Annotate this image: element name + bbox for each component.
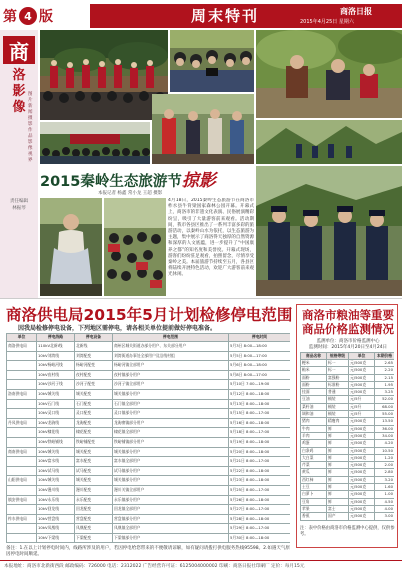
outage-cell: 10kV棣花线 — [37, 428, 75, 438]
outage-cell: 夜村镇部分用户 — [113, 370, 229, 380]
outage-cell: 5月29日 8:00—17:00 — [229, 524, 291, 534]
outage-cell: 柞水供电局 — [7, 514, 37, 524]
outage-cell: 试马镇部分用户 — [113, 466, 229, 476]
outage-cell: 5月10日 7:00—19:00 — [229, 380, 291, 390]
column-subtitle: 图片新闻 摄影作品 影像视界 — [28, 92, 33, 163]
price-cell: 元/500克 — [349, 425, 375, 432]
price-cell: 精瘦肉 — [327, 418, 349, 425]
price-cell: 元/500克 — [349, 505, 375, 512]
price-cell: 1.20 — [375, 454, 395, 461]
price-cell: 13.50 — [375, 418, 395, 425]
price-cell: 鲜 — [327, 484, 349, 491]
outage-row — [7, 342, 291, 352]
outage-cell: 5月19日 8:00—18:00 — [229, 437, 291, 447]
outage-cell: 10kV沙河子线 — [37, 380, 75, 390]
outage-cell: 刘湾配变 — [75, 351, 113, 361]
price-cell: 桶装 — [327, 411, 349, 418]
photo-performer-portrait — [40, 198, 102, 296]
price-cell: 元/500克 — [349, 381, 375, 388]
feature-title-main: 2015秦岭生态旅游节 — [40, 174, 182, 190]
photo-crowd-camera — [170, 30, 254, 92]
price-row — [301, 418, 395, 425]
price-cell: 牛肉 — [301, 425, 327, 432]
price-cell: 面粉 — [301, 374, 327, 381]
price-row — [301, 374, 395, 381]
photo-dance — [152, 94, 254, 164]
outage-cell: 洛南供电局 — [7, 389, 37, 399]
feature-caption: 4月18日，2015秦岭生态旅游节在商洛市柞水县牛背梁国家森林公园开幕。开幕式上，商洛市的非遗文化表演、民俗展演精彩纷呈，吸引了大量游客前来观看。活动期间，我市各县区推出了一系列丰富多彩的旅游活动，以秦岭山水为依托，以生态旅游为主题，集中展示了商洛得天独厚的自然资源和深厚的人文底蕴，进一步提升了“中国康养之都”的知名度和美誉度。开幕式现场，游客们纷纷驻足观看，拍照留念，尽情享受秦岭之美。本届旅游节持续至五月，各县区将陆续开展特色活动，欢迎广大游客前来观光休闲。 — [168, 198, 254, 278]
outage-cell: 5月16日 8:00—18:00 — [229, 418, 291, 428]
price-row — [301, 491, 395, 498]
col-unit: 单位 — [7, 334, 37, 342]
price-table — [300, 352, 394, 521]
outage-cell: 5月21日 8:00—17:00 — [229, 457, 291, 467]
outage-cell: 110kV北新Ⅰ线 — [37, 342, 75, 352]
price-cell: 4.00 — [375, 505, 395, 512]
price-cell: 鲜 — [327, 447, 349, 454]
price-row — [301, 447, 395, 454]
price-cell: 苹果 — [301, 505, 327, 512]
outage-cell: 5月25日 8:00—17:00 — [229, 485, 291, 495]
price-cell: 元/500克 — [349, 440, 375, 447]
price-cell: 2.65 — [375, 360, 395, 367]
outage-cell: 10kV龙驹线 — [37, 418, 75, 428]
col-unit-price: 单位 — [349, 353, 375, 360]
price-cell: 挂面 — [301, 389, 327, 396]
outage-cell: 商州区城关街道办部分用户、东关部分用户 — [113, 342, 229, 352]
page-number — [3, 6, 53, 26]
page-suffix: 版 — [39, 9, 53, 25]
price-row — [301, 505, 395, 512]
outage-table-wrap — [6, 333, 290, 545]
outage-cell: 5月13日 8:00—18:00 — [229, 399, 291, 409]
price-cell: 元/500克 — [349, 484, 375, 491]
price-cell: 西红柿 — [301, 476, 327, 483]
outage-cell: 5月27日 8:00—17:00 — [229, 505, 291, 515]
outage-cell: 杨峪河配变 — [75, 361, 113, 371]
col-range: 停电范围 — [113, 334, 229, 342]
outage-cell — [7, 505, 37, 515]
price-row — [301, 360, 395, 367]
outage-cell — [7, 370, 37, 380]
outage-row — [7, 476, 291, 486]
price-cell: 元/5升 — [349, 396, 375, 403]
outage-cell: 城关镇部分用户 — [113, 447, 229, 457]
price-row — [301, 367, 395, 374]
hiking-image — [256, 120, 402, 164]
price-cell: 白条鸡 — [301, 447, 327, 454]
feature-title-accent: 掠影 — [181, 171, 216, 191]
outage-row — [7, 495, 291, 505]
outage-cell: 10kV营盘线 — [37, 514, 75, 524]
price-cell: 元/500克 — [349, 389, 375, 396]
outage-cell — [7, 409, 37, 419]
price-cell: 富士 — [327, 505, 349, 512]
price-cell: 羊肉 — [301, 432, 327, 439]
price-monitor-period: 监测时间：2015年4月20日至4月24日 — [308, 344, 388, 350]
price-cell: 鲜 — [327, 476, 349, 483]
outage-row — [7, 447, 291, 457]
outage-cell: 富水镇全部用户 — [113, 457, 229, 467]
outage-cell: 5月15日 8:00—17:00 — [229, 409, 291, 419]
outage-row — [7, 514, 291, 524]
col-line: 停电线路 — [37, 334, 75, 342]
outage-header-row — [7, 334, 291, 342]
price-cell: 2.80 — [375, 469, 395, 476]
outage-cell: 回龙镇全部用户 — [113, 505, 229, 515]
price-subtitle — [300, 339, 396, 350]
outage-cell — [7, 457, 37, 467]
photo-spectators — [104, 198, 166, 296]
outage-row — [7, 466, 291, 476]
outage-cell: 富水配变 — [75, 457, 113, 467]
outage-cell: 丹凤供电局 — [7, 418, 37, 428]
outage-cell: 10kV夜村线 — [37, 370, 75, 380]
photo-guests — [256, 30, 402, 118]
outage-cell: 棣花镇全部用户 — [113, 428, 229, 438]
outage-cell: 10kV灵口线 — [37, 409, 75, 419]
price-cell: 2.15 — [375, 374, 395, 381]
outage-cell: 城关镇部分用户 — [113, 389, 229, 399]
outage-cell: 沙河子配变 — [75, 380, 113, 390]
price-cell: 鲜 — [327, 454, 349, 461]
price-cell: 黄瓜 — [301, 469, 327, 476]
column-title-text: 洛影像 — [12, 68, 26, 115]
price-cell: 土豆 — [301, 484, 327, 491]
guests-image — [256, 30, 402, 118]
price-cell: 3.25 — [375, 389, 395, 396]
price-cell: 3.00 — [375, 513, 395, 520]
outage-cell: 回龙配变 — [75, 505, 113, 515]
price-note: 注：表中价格由商洛市价格监测中心提供，仅供参考。 — [300, 526, 395, 537]
outage-cell: 5月20日 8:00—18:00 — [229, 447, 291, 457]
price-cell: 元/500克 — [349, 469, 375, 476]
outage-row — [7, 351, 291, 361]
page-number-badge: 4 — [19, 7, 37, 25]
price-row — [301, 440, 395, 447]
outage-cell: 5月26日 8:00—18:00 — [229, 495, 291, 505]
outage-cell: 下梁镇部分用户 — [113, 533, 229, 543]
footer-text: 本报地址：商洛市北新街西段 邮政编码：726000 电话：2312022 广告经营许可证：6125004000002 印刷：商洛日报社印刷厂 定价：每月15元 — [4, 564, 305, 569]
outage-cell: 营盘镇部分用户 — [113, 514, 229, 524]
section-divider — [0, 298, 402, 299]
outage-cell: 10kV石门线 — [37, 399, 75, 409]
price-cell: 元/500克 — [349, 374, 375, 381]
price-cell: 1.95 — [375, 381, 395, 388]
outage-subtitle: 因我局检修停电设备，下列地区需停电，请各相关单位提前做好停电准备。 — [18, 325, 217, 332]
outage-cell: 北新线 — [75, 342, 113, 352]
outage-cell: 漫川配变 — [75, 485, 113, 495]
outage-cell: 10kV回龙线 — [37, 505, 75, 515]
outage-cell: 龙驹寨镇部分用户 — [113, 418, 229, 428]
newspaper-logo: 商洛日报 — [340, 6, 372, 16]
performance-image — [40, 30, 168, 120]
price-cell: 鲜 — [327, 491, 349, 498]
price-cell: 元/500克 — [349, 513, 375, 520]
price-cell: 4.50 — [375, 498, 395, 505]
outage-row — [7, 428, 291, 438]
price-cell: 52.00 — [375, 396, 395, 403]
performer-image — [40, 198, 102, 296]
outage-cell: 夜村配变 — [75, 370, 113, 380]
outage-row — [7, 533, 291, 543]
outage-cell: 5月18日 8:00—17:00 — [229, 428, 291, 438]
price-cell: 豆油 — [301, 396, 327, 403]
page-prefix: 第 — [3, 9, 17, 25]
outage-cell: 石门配变 — [75, 399, 113, 409]
outage-cell: 10kV凤凰线 — [37, 524, 75, 534]
editor-name: 林振琴 — [12, 206, 26, 211]
outage-cell: 城关配变 — [75, 389, 113, 399]
col-time: 停电时间 — [229, 334, 291, 342]
outage-row — [7, 457, 291, 467]
outage-cell: 10kV富水线 — [37, 457, 75, 467]
price-cell: 10.50 — [375, 447, 395, 454]
price-cell: 鲜 — [327, 498, 349, 505]
outage-note: 备注：1.在以上计划停电时间内，线路所涉及的用户，若因停电给您带来的不便敬请谅解，如有疑问请拨打供电服务热线95598。2.如遇天气原因停电时间顺延。 — [6, 546, 290, 557]
editor-label: 责任编辑 — [10, 199, 28, 204]
outage-row — [7, 485, 291, 495]
crowd-image — [170, 30, 254, 92]
outage-cell: 5月12日 8:00—18:00 — [229, 389, 291, 399]
outage-row — [7, 505, 291, 515]
outage-cell: 永乐配变 — [75, 495, 113, 505]
price-cell: 鲜 — [327, 440, 349, 447]
price-row — [301, 381, 395, 388]
price-cell: 粳米 — [301, 360, 327, 367]
price-cell: 元/500克 — [349, 491, 375, 498]
outage-cell: 试马配变 — [75, 466, 113, 476]
outage-cell: 5月3日 8:00—18:00 — [229, 342, 291, 352]
price-row — [301, 462, 395, 469]
outage-cell: 灵口配变 — [75, 409, 113, 419]
outage-row — [7, 418, 291, 428]
price-cell: 豆角 — [301, 498, 327, 505]
photo-security — [256, 166, 402, 296]
outage-cell: 铁峪铺镇部分用户 — [113, 437, 229, 447]
price-cell: 鲜 — [327, 469, 349, 476]
outage-cell: 城关配变 — [75, 447, 113, 457]
outage-row — [7, 409, 291, 419]
photo-performance — [40, 30, 168, 120]
price-cell: 元/5升 — [349, 403, 375, 410]
outage-title: 商洛供电局2015年5月计划检修停电范围 — [6, 306, 293, 324]
outage-cell: 城关配变 — [75, 476, 113, 486]
outage-cell: 凤凰配变 — [75, 524, 113, 534]
price-row — [301, 411, 395, 418]
price-cell: 标准粉 — [327, 381, 349, 388]
price-cell: 36.00 — [375, 425, 395, 432]
outage-cell: 龙驹配变 — [75, 418, 113, 428]
price-row — [301, 476, 395, 483]
price-cell: 鲜 — [327, 462, 349, 469]
price-cell: 元/500克 — [349, 447, 375, 454]
price-cell: 元/500克 — [349, 367, 375, 374]
price-row — [301, 469, 395, 476]
outage-row — [7, 524, 291, 534]
outage-cell: 5月30日 8:00—18:00 — [229, 533, 291, 543]
price-cell: 面粉 — [301, 381, 327, 388]
outage-cell: 10kV刘湾线 — [37, 351, 75, 361]
photo-opening-crowd — [40, 122, 150, 164]
price-cell: 鲜 — [327, 425, 349, 432]
outage-row — [7, 370, 291, 380]
outage-cell — [7, 351, 37, 361]
outage-cell — [7, 361, 37, 371]
outage-cell: 10kV城关线 — [37, 476, 75, 486]
outage-cell: 5月8日 8:00—17:00 — [229, 370, 291, 380]
price-cell: 桶装 — [327, 403, 349, 410]
price-row — [301, 513, 395, 520]
issue-date: 2015年4月25日 星期六 — [300, 19, 354, 25]
price-cell: 鲜 — [327, 432, 349, 439]
price-cell: 3.20 — [375, 476, 395, 483]
outage-cell: 灵口镇部分用户 — [113, 409, 229, 419]
price-cell: 34.00 — [375, 432, 395, 439]
feature-byline: 本报记者 杨鑫 常小龙 王超 摄影 — [98, 191, 163, 196]
price-row — [301, 389, 395, 396]
price-cell: 桶装 — [327, 396, 349, 403]
outage-cell — [7, 428, 37, 438]
price-cell: 鸡蛋 — [301, 440, 327, 447]
price-cell: 元/500克 — [349, 476, 375, 483]
price-cell: 元/500克 — [349, 360, 375, 367]
outage-cell: 城关镇部分用户 — [113, 476, 229, 486]
price-row — [301, 484, 395, 491]
col-grade: 规格等级 — [327, 353, 349, 360]
security-image — [256, 166, 402, 296]
price-cell: 芹菜 — [301, 462, 327, 469]
price-row — [301, 403, 395, 410]
price-cell: 1.00 — [375, 491, 395, 498]
section-title: 周末特刊 — [190, 7, 259, 25]
outage-cell: 凤凰镇全部用户 — [113, 524, 229, 534]
price-cell: 菜籽油 — [301, 403, 327, 410]
outage-row — [7, 437, 291, 447]
outage-cell: 棣花配变 — [75, 428, 113, 438]
price-cell: 普通 — [327, 389, 349, 396]
price-cell: 富强粉 — [327, 374, 349, 381]
price-cell: 香蕉 — [301, 513, 327, 520]
outage-cell: 5月5日 8:00—17:00 — [229, 351, 291, 361]
outage-cell: 商洛供电局 — [7, 342, 37, 352]
outage-cell: 10kV漫川线 — [37, 485, 75, 495]
outage-cell: 杨峪河镇全部用户 — [113, 361, 229, 371]
outage-cell: 商南供电局 — [7, 447, 37, 457]
column-badge: 商 — [3, 36, 35, 64]
price-cell: 大白菜 — [301, 454, 327, 461]
price-cell: 白萝卜 — [301, 491, 327, 498]
feature-title — [40, 166, 256, 192]
outage-cell: 刘湾街道办事处全部用户及沿线村组 — [113, 351, 229, 361]
price-row — [301, 396, 395, 403]
outage-cell: 沙河子镇全部用户 — [113, 380, 229, 390]
col-equipment: 停电设备 — [75, 334, 113, 342]
price-cell: 55.00 — [375, 411, 395, 418]
opening-crowd-image — [40, 122, 150, 164]
outage-cell: 10kV城关线 — [37, 447, 75, 457]
price-cell: 国产 — [327, 513, 349, 520]
price-title: 商洛市粮油等重要商品价格监测情况 — [302, 308, 394, 336]
price-cell: 元/500克 — [349, 454, 375, 461]
photo-hiking — [256, 120, 402, 164]
price-row — [301, 425, 395, 432]
price-cell: 1.60 — [375, 484, 395, 491]
outage-cell — [7, 466, 37, 476]
outage-cell: 5月23日 8:00—18:00 — [229, 476, 291, 486]
outage-cell — [7, 485, 37, 495]
outage-cell: 山阳供电局 — [7, 476, 37, 486]
price-cell: 标一 — [327, 367, 349, 374]
price-cell: 元/500克 — [349, 418, 375, 425]
outage-cell: 镇安供电局 — [7, 495, 37, 505]
outage-cell — [7, 399, 37, 409]
price-cell: 2.00 — [375, 462, 395, 469]
outage-cell — [7, 524, 37, 534]
editor-credit — [2, 198, 36, 212]
outage-cell: 漫川关镇全部用户 — [113, 485, 229, 495]
outage-row — [7, 389, 291, 399]
price-cell: 元/5升 — [349, 411, 375, 418]
price-cell: 68.00 — [375, 403, 395, 410]
outage-cell: 10kV永乐线 — [37, 495, 75, 505]
price-cell: 4.20 — [375, 440, 395, 447]
price-row — [301, 432, 395, 439]
price-row — [301, 498, 395, 505]
outage-cell: 10kV城关线 — [37, 389, 75, 399]
outage-row — [7, 399, 291, 409]
spectators-image — [104, 198, 166, 296]
outage-cell: 5月22日 8:00—18:00 — [229, 466, 291, 476]
outage-row — [7, 380, 291, 390]
col-item: 商品名称 — [301, 353, 327, 360]
dance-image — [152, 94, 254, 164]
outage-cell — [7, 533, 37, 543]
outage-cell: 营盘配变 — [75, 514, 113, 524]
outage-cell: 10kV铁峪铺线 — [37, 437, 75, 447]
outage-cell — [7, 380, 37, 390]
price-cell: 猪肉 — [301, 418, 327, 425]
outage-cell: 下梁配变 — [75, 533, 113, 543]
price-cell: 2.20 — [375, 367, 395, 374]
price-monitor-unit: 监测单位：商洛市价格监测中心 — [316, 339, 380, 344]
outage-cell: 永乐镇部分用户 — [113, 495, 229, 505]
outage-row — [7, 361, 291, 371]
col-price: 本期价格 — [375, 353, 395, 360]
price-row — [301, 454, 395, 461]
price-cell: 标一 — [327, 360, 349, 367]
outage-cell: 10kV下梁线 — [37, 533, 75, 543]
price-table-wrap — [300, 352, 394, 524]
outage-cell: 5月28日 8:00—18:00 — [229, 514, 291, 524]
price-cell: 调和油 — [301, 411, 327, 418]
outage-cell: 10kV杨峪河线 — [37, 361, 75, 371]
outage-cell: 10kV试马线 — [37, 466, 75, 476]
price-cell: 元/500克 — [349, 432, 375, 439]
price-header-row — [301, 353, 395, 360]
price-cell: 元/500克 — [349, 462, 375, 469]
outage-cell: 石门镇全部用户 — [113, 399, 229, 409]
outage-cell: 5月6日 8:00—18:00 — [229, 361, 291, 371]
outage-cell: 铁峪铺配变 — [75, 437, 113, 447]
price-cell: 籼米 — [301, 367, 327, 374]
outage-table — [6, 333, 290, 543]
price-cell: 元/500克 — [349, 498, 375, 505]
outage-cell — [7, 437, 37, 447]
